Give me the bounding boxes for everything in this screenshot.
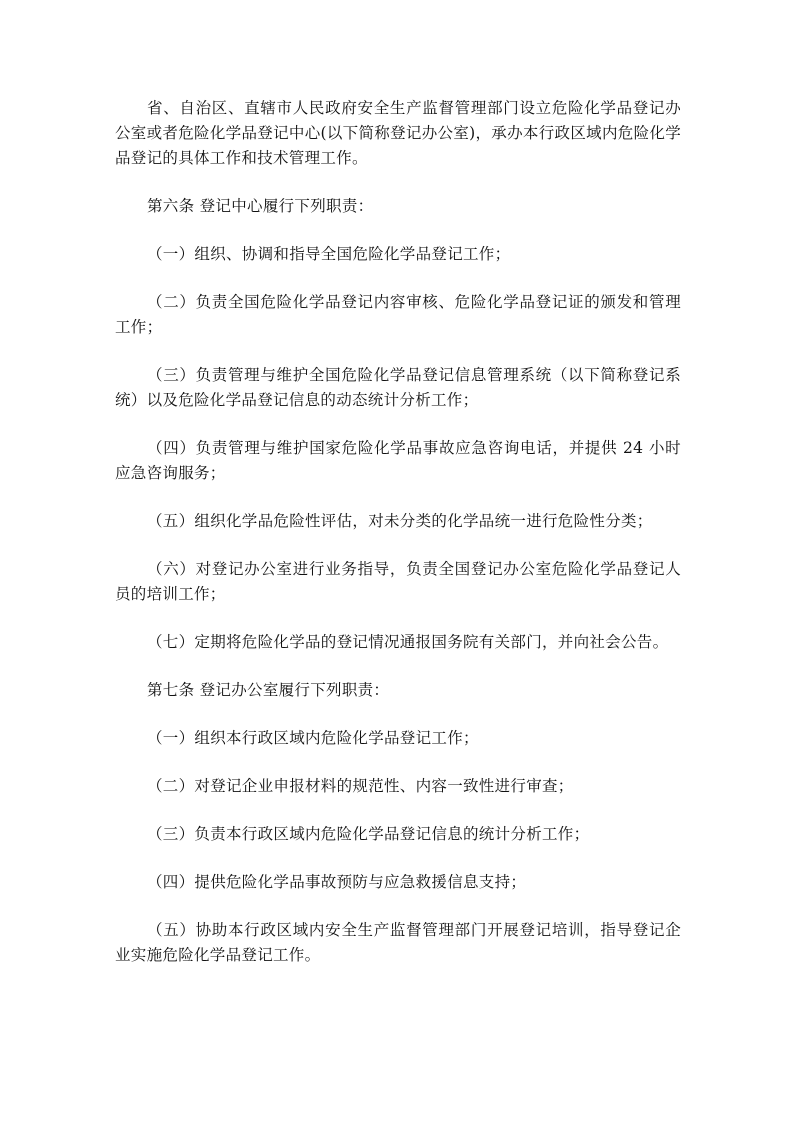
article-7-item-3: （三）负责本行政区域内危险化学品登记信息的统计分析工作； — [147, 825, 590, 843]
article-7-item-2: （二）对登记企业申报材料的规范性、内容一致性进行审查； — [147, 777, 574, 795]
document-body — [115, 96, 681, 991]
article-7-item-4: （四）提供危险化学品事故预防与应急救援信息支持； — [147, 873, 527, 891]
article-7-item-5: （五）协助本行政区域内安全生产监督管理部门开展登记培训，指导登记企业实施危险化学品登记工作。 — [115, 921, 681, 964]
article-6-item-6: （六）对登记办公室进行业务指导，负责全国登记办公室危险化学品登记人员的培训工作； — [115, 560, 681, 603]
article-6-item-2: （二）负责全国危险化学品登记内容审核、危险化学品登记证的颁发和管理工作； — [115, 293, 681, 336]
article-7-heading: 第七条 登记办公室履行下列职责： — [147, 681, 390, 699]
article-6-item-7: （七）定期将危险化学品的登记情况通报国务院有关部门，并向社会公告。 — [147, 633, 669, 651]
article-6-item-3: （三）负责管理与维护全国危险化学品登记信息管理系统（以下简称登记系统）以及危险化学品登记信息的动态统计分析工作； — [115, 366, 681, 409]
article-6-item-1: （一）组织、协调和指导全国危险化学品登记工作； — [147, 245, 511, 263]
article-6-item-4: （四）负责管理与维护国家危险化学品事故应急咨询电话，并提供 24 小时应急咨询服务； — [115, 439, 681, 482]
article-6-heading: 第六条 登记中心履行下列职责： — [147, 197, 374, 215]
article-7-item-1: （一）组织本行政区域内危险化学品登记工作； — [147, 729, 479, 747]
article-6-item-5: （五）组织化学品危险性评估，对未分类的化学品统一进行危险性分类； — [147, 512, 653, 530]
paragraph-registration-office: 省、自治区、直辖市人民政府安全生产监督管理部门设立危险化学品登记办公室或者危险化学品登记中心(以下简称登记办公室)，承办本行政区域内危险化学品登记的具体工作和技术管理工作。 — [115, 99, 681, 167]
